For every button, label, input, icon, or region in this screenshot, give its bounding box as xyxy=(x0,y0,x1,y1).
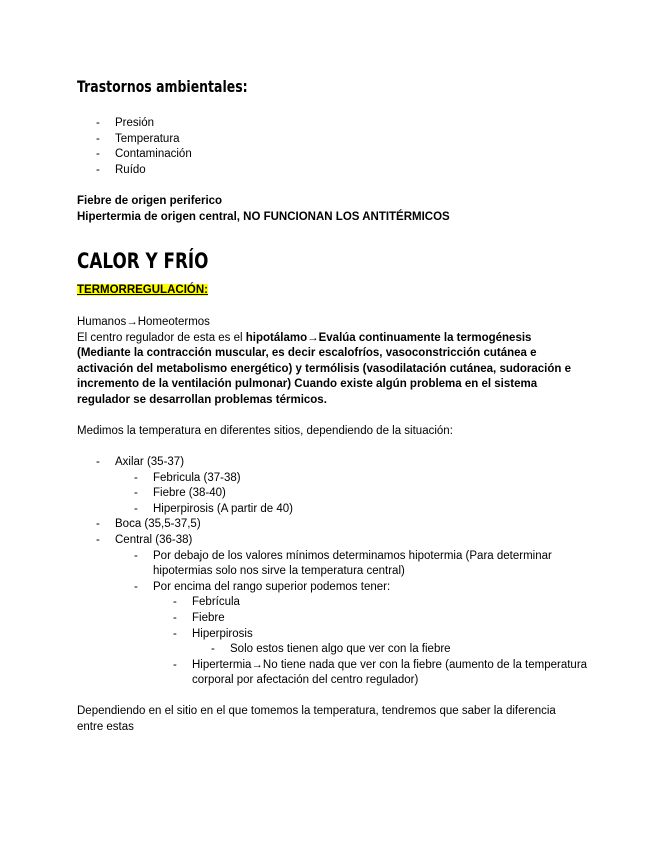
list-item: - Temperatura xyxy=(96,132,180,145)
list-item: - Fiebre (38-40) xyxy=(134,487,226,500)
list-item: - Presión xyxy=(96,117,154,129)
heading-trastornos: Trastornos ambientales: xyxy=(77,77,248,96)
list-temperaturas xyxy=(77,455,597,689)
fiebre-line-1: Fiebre de origen periferico xyxy=(77,195,223,207)
list-item: - Fiebre xyxy=(173,611,225,624)
fiebre-line-2: Hipertermia de origen central, NO FUNCIONAN LOS ANTITÉRMICOS xyxy=(77,210,450,223)
list-item-axilar: - Axilar (35-37) xyxy=(96,456,185,468)
fiebre-origen xyxy=(77,194,577,225)
list-item: - Febrícula xyxy=(173,596,240,609)
list-item: - Por encima del rango superior podemos tener: xyxy=(134,580,391,593)
paragraph-medimos: Medimos la temperatura en diferentes sitios, dependiendo de la situación: xyxy=(77,425,453,437)
centro-regulador-text: El centro regulador de esta es el hipotálamo→Evalúa continuamente la termogénesis (Mediante la contracción muscular, es decir escalofríos, vasoconstricción cutánea e activación del metabolismo energético) y termólisis (vasodilatación cutánea, sudoración e incremento de la ventilación pulmonar) Cuando existe algún problema en el sistema regulador se desarrollan problemas térmicos. xyxy=(77,331,572,406)
list-item: - Contaminación xyxy=(96,148,192,161)
list-item-central: - Central (36-38) xyxy=(96,533,193,546)
termorregulacion-label: TERMORREGULACIÓN: xyxy=(77,284,208,296)
list-item-hipertermia: - Hipertermia→No tiene nada que ver con la fiebre (aumento de la temperatura corporal por afectación del centro regulador) xyxy=(173,658,588,687)
list-item: - Ruído xyxy=(96,163,146,176)
paragraph-dependiendo: Dependiendo en el sitio en el que tomemos la temperatura, tendremos que saber la diferencia entre estas xyxy=(77,705,556,733)
list-item: - Hiperpirosis (A partir de 40) xyxy=(134,502,293,515)
humanos-line: Humanos→Homeotermos xyxy=(77,316,210,328)
termorregulacion-label-row xyxy=(77,283,577,299)
list-item-boca: - Boca (35,5-37,5) xyxy=(96,518,201,531)
list-item: - Por debajo de los valores mínimos determinamos hipotermia (Para determinar hipotermias solo nos sirve la temperatura central) xyxy=(134,549,552,578)
paragraph-termorregulacion xyxy=(77,315,577,409)
list-item: - Febricula (37-38) xyxy=(134,471,241,484)
list-trastornos xyxy=(77,116,577,178)
heading-calor-frio: CALOR Y FRÍO xyxy=(77,249,209,273)
list-item: - Hiperpirosis xyxy=(173,627,253,640)
list-item: - Solo estos tienen algo que ver con la fiebre xyxy=(211,643,451,656)
